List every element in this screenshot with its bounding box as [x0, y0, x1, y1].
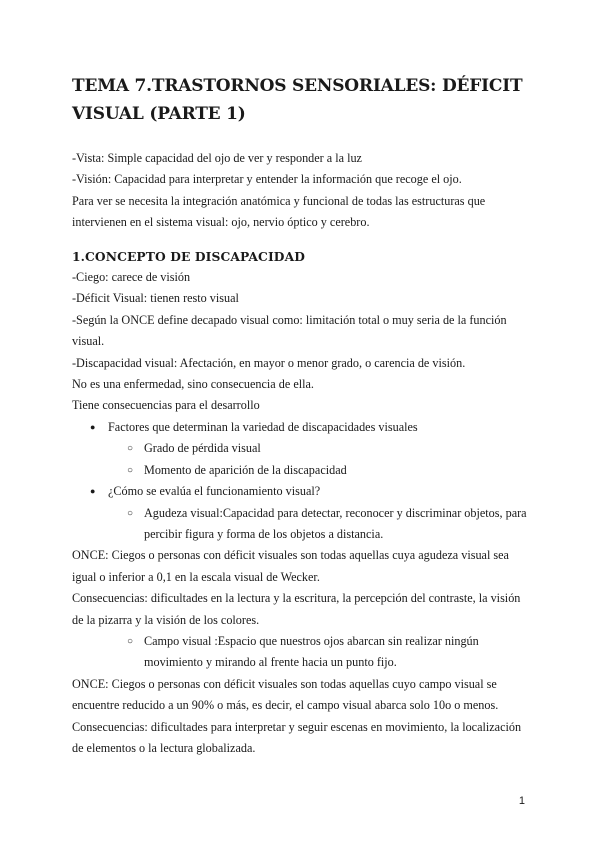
document-body	[72, 148, 532, 759]
bullet-marker: ●	[90, 421, 96, 432]
list-item: ● Factores que determinan la variedad de discapacidades visuales	[72, 417, 532, 438]
paragraph-line: Consecuencias: dificultades para interpretar y seguir escenas en movimiento, la localización de elementos o la lectura globalizada.	[72, 719, 522, 755]
sub-bullet-marker: ○	[127, 507, 134, 519]
intro-line: -Visión: Capacidad para interpretar y entender la información que recoge el ojo.	[72, 172, 462, 187]
bullet-list	[72, 417, 532, 545]
paragraph-line: -Ciego: carece de visión	[72, 270, 191, 285]
paragraph-line: No es una enfermedad, sino consecuencia de ella.	[72, 377, 314, 392]
paragraph-line: ONCE: Ciegos o personas con déficit visuales son todas aquellas cuya agudeza visual sea igual o inferior a 0,1 en la escala visual de Wecker.	[72, 548, 509, 584]
intro-line: -Vista: Simple capacidad del ojo de ver y responder a la luz	[72, 151, 362, 165]
paragraph-line: ONCE: Ciegos o personas con déficit visuales son todas aquellas cuyo campo visual se encuentre reducido a un 90% o más, es decir, el campo visual abarca solo 10o o menos.	[72, 676, 499, 713]
sub-bullet-marker: ○	[127, 635, 134, 647]
paragraph-line: -Según la ONCE define decapado visual como: limitación total o muy seria de la función visual.	[72, 312, 507, 349]
section-heading: 1.CONCEPTO DE DISCAPACIDAD	[72, 248, 305, 264]
paragraph-line: Tiene consecuencias para el desarrollo	[72, 398, 260, 413]
page-number: 1	[518, 795, 525, 807]
sub-bullet-marker: ○	[127, 464, 134, 476]
page-title: TEMA 7.TRASTORNOS SENSORIALES: DÉFICIT VISUAL (PARTE 1)	[72, 76, 523, 124]
sub-bullet-marker: ○	[127, 443, 134, 455]
bullet-list	[72, 631, 532, 674]
list-item: ○ Grado de pérdida visual	[72, 438, 532, 459]
list-item: ○ Agudeza visual:Capacidad para detectar, reconocer y discriminar objetos, para percibir figura y forma de los objetos a distancia.	[72, 503, 532, 546]
list-item: ○ Campo visual :Espacio que nuestros ojos abarcan sin realizar ningún movimiento y mirando al frente hacia un punto fijo.	[72, 631, 532, 674]
paragraph-line: Consecuencias: dificultades en la lectura y la escritura, la percepción del contraste, la visión de la pizarra y la visión de los colores.	[72, 591, 521, 627]
paragraph-line: -Déficit Visual: tienen resto visual	[72, 291, 239, 306]
intro-line: Para ver se necesita la integración anatómica y funcional de todas las estructuras que intervienen en el sistema visual: ojo, nervio óptico y cerebro.	[72, 193, 486, 230]
list-item: ● ¿Cómo se evalúa el funcionamiento visual?	[72, 481, 532, 502]
list-item: ○ Momento de aparición de la discapacidad	[72, 460, 532, 481]
bullet-marker: ●	[90, 486, 96, 497]
paragraph-line: -Discapacidad visual: Afectación, en mayor o menor grado, o carencia de visión.	[72, 355, 466, 370]
